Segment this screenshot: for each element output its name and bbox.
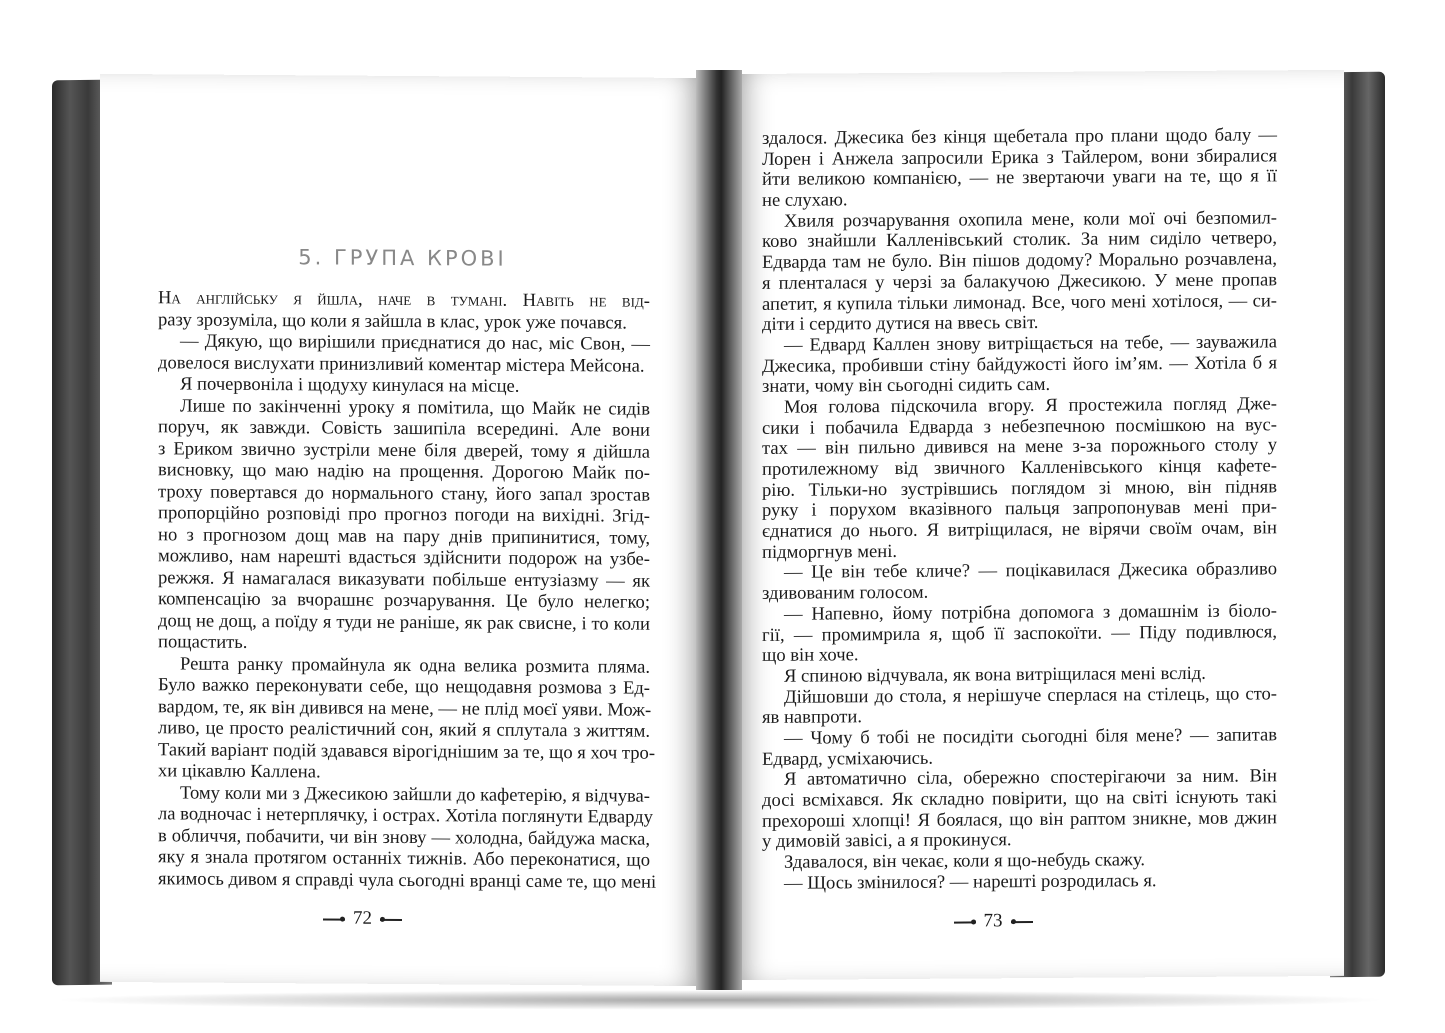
ornament-icon — [323, 918, 345, 920]
text-line: вардом, те, як він дивився на мене, — не плід моєї уяви. Мож- — [158, 695, 652, 721]
right-page-text — [762, 125, 1277, 894]
text-line: яв навпроти. — [762, 706, 862, 729]
text-line: довелося вислухати принизливий коментар містера Мейсона. — [158, 351, 645, 377]
text-line: у димовій завісі, а я прокинуся. — [762, 829, 1012, 853]
text-line: Було важко переконувати себе, що нещодавня розмова з Ед- — [158, 674, 650, 699]
text-line: здивованим голосом. — [762, 581, 929, 605]
text-line: пропорційно розповіді про прогноз погоди на вихідні. Згід- — [158, 502, 650, 527]
page-number-text: 73 — [983, 910, 1003, 932]
text-line: знати, чому він сьогодні сидить сам. — [762, 374, 1051, 398]
text-line: Хвиля розчарування охопила мене, коли мої очі безпомил- — [784, 207, 1277, 232]
text-line: — Це він тебе кличе? — поцікавилася Джесика образливо — [784, 558, 1277, 584]
text-line: Я спиною відчувала, як вона витріщилася мені вслід. — [784, 662, 1206, 687]
ornament-icon — [1011, 921, 1033, 923]
right-page — [732, 70, 1344, 980]
text-line: режжя. Я намагалася виказувати побільше ентузіазму — як — [158, 566, 650, 592]
text-line: но з прогнозом дощ мав на пару днів припинитися, тому, — [158, 523, 650, 549]
text-line: Едварда там не було. Він пішов додому? Морально розчавлена, — [762, 248, 1277, 274]
text-line: прехороші хлопці! Я боялася, що він раптом зникне, мов джин — [762, 807, 1277, 832]
text-line: досі всміхався. Як складно повірити, що на світі існують такі — [762, 786, 1277, 811]
text-line: Решта ранку промайнула як одна велика розмита пляма. — [180, 652, 650, 678]
text-line: дощ не дощ, а поїду я туди не раніше, як рак свисне, і то коли — [158, 609, 650, 635]
chapter-title: 5. ГРУПА КРОВІ — [298, 245, 507, 271]
text-line: — Едвард Каллен знову витріщається на тебе, — зауважила — [784, 331, 1277, 356]
text-line: поруч, як завжди. Совість зашипіла всередині. Але вони — [158, 416, 650, 441]
text-line: ливо, це просто реалістичний сон, який я сплутала з життям. — [158, 717, 650, 742]
ornament-icon — [954, 921, 976, 923]
text-line: хи цікавлю Каллена. — [158, 760, 321, 783]
text-line: протилежному від звичного Калленівського кінця кафете- — [762, 455, 1277, 480]
text-line: пощастить. — [158, 631, 248, 653]
text-line: йти великою компанією, — не звертаючи уваги на те, що я її — [762, 165, 1277, 191]
left-page-text — [158, 287, 657, 893]
text-line: Моя голова підскочила вгору. Я простежила погляд Дже- — [784, 393, 1277, 418]
page-number — [60, 906, 665, 932]
text-line: єднатися до нього. Я витріщилася, не вірячи своїм очам, він — [762, 517, 1277, 542]
text-line: Лише по закінченні уроку я помітила, що Майк не сидів — [180, 394, 650, 420]
text-line: троху повертався до нормального стану, його запал зростав — [158, 480, 650, 506]
text-line: руку і порухом вказівного пальця запропонував мені при- — [762, 496, 1277, 522]
text-line: якимось дивом я справді чула сьогодні вранці саме те, що мені — [158, 867, 657, 893]
text-line: яку я знала протягом останніх тижнів. Або переконатися, що — [158, 846, 650, 871]
text-line: підморгнув мені. — [762, 540, 898, 563]
book-spine — [696, 70, 742, 990]
text-line: Дійшовши до стола, я нерішуче сперлася на стілець, що сто- — [784, 682, 1277, 708]
text-line: разу зрозуміла, що коли я зайшла в клас, урок уже почався. — [158, 308, 627, 334]
text-line: в обличчя, побачити, чи він знову — холодна, байдужа маска, — [158, 824, 650, 850]
text-line: гії, — промимрила я, щоб її заспокоїти. — Піду подивлюся, — [762, 620, 1277, 646]
ornament-icon — [380, 918, 402, 920]
text-line: Лорен і Анжела запросили Ерика з Тайлером, вони збиралися — [762, 145, 1277, 170]
text-line: — Дякую, що вирішили приєднатися до нас, міс Свон, — — [180, 330, 650, 355]
text-line: не слухаю. — [762, 189, 848, 211]
book-shadow — [50, 990, 1390, 1010]
text-line: Едвард, усміхаючись. — [762, 747, 934, 770]
text-line: діти і сердито дутися на ввесь світ. — [762, 312, 1039, 336]
text-line: Тому коли ми з Джесикою зайшли до кафетерію, я відчува- — [180, 781, 650, 807]
text-line: Здавалося, він чекає, коли я що-небудь скажу. — [784, 849, 1145, 873]
text-line: — Чому б тобі не посидіти сьогодні біля мене? — запитав — [784, 724, 1277, 749]
text-line-small-caps — [158, 287, 650, 312]
page-number — [687, 908, 1299, 934]
text-line: Такий варіант подій здавався вірогіднішим за те, що я хоч тро- — [158, 738, 656, 764]
text-line: Джесика, пробивши стіну байдужості його ім’ям. — Хотіла б я — [762, 351, 1277, 377]
text-line: Я автоматично сіла, обережно спостерігаючи за ним. Він — [784, 765, 1277, 791]
text-line: тах — він пильно дивився на мене з-за порожнього столу у — [762, 434, 1277, 460]
text-line: здалося. Джесика без кінця щебетала про плани щодо балу — — [762, 124, 1277, 149]
text-line: що він хоче. — [762, 644, 859, 667]
text-line: — Напевно, йому потрібна допомога з домашнім із біоло- — [784, 600, 1277, 625]
text-line: — Щось змінилося? — нарешті розродилась я. — [784, 869, 1157, 894]
text-line: ла водночас і нетерплячку, і острах. Хотіла поглянути Едварду — [158, 803, 653, 828]
text-line: Я почервоніла і щодуху кинулася на місце. — [180, 373, 520, 397]
left-page — [100, 74, 705, 986]
text-line: рію. Тільки-но зустрівшись поглядом зі мною, він підняв — [762, 476, 1277, 501]
opening-words: На англійську я йшла, наче в тумані. Навіть не від- — [158, 287, 650, 312]
text-line: з Ериком звично зустріли мене біля дверей, тому я дійшла — [158, 437, 650, 463]
text-line: я пленталася у черзі за балакучою Джесикою. У мене пропав — [762, 269, 1277, 294]
text-line: можливо, нам нарешті вдасться здійснити подорож на узбе- — [158, 545, 650, 570]
text-line: висновку, що маю надію на прощення. Дорогою Майк по- — [158, 459, 650, 484]
text-line: апетит, я купила тільки лимонад. Все, чого мені хотілося, — си- — [762, 289, 1277, 315]
page-number-text: 72 — [353, 907, 372, 929]
text-line: компенсацію за вчорашнє розчарування. Це було нелегко; — [158, 588, 650, 613]
text-line: ково знайшли Калленівський столик. За ним сиділо четверо, — [762, 227, 1277, 253]
text-line: сики і побачила Едварда з небезпечною посмішкою на вус- — [762, 413, 1277, 439]
